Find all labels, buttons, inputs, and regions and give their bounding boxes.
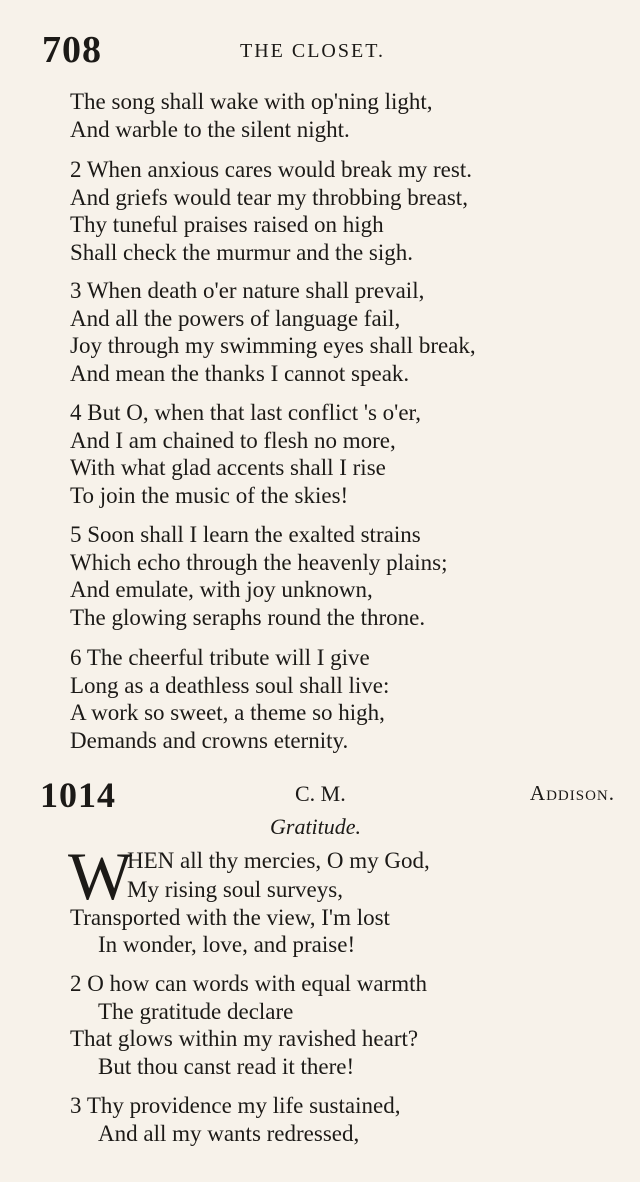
running-head: THE CLOSET.	[240, 40, 385, 62]
verse-line: And warble to the silent night.	[70, 116, 350, 142]
verse-line: And emulate, with joy unknown,	[70, 577, 373, 602]
verse-line: 2 O how can words with equal warmth	[70, 971, 428, 996]
stanza-1014-1	[70, 876, 630, 959]
verse-line: The gratitude declare	[98, 998, 294, 1024]
verse-line: Transported with the view, I'm lost	[70, 904, 390, 930]
hymn-number: 1014	[40, 775, 116, 815]
verse-line: In wonder, love, and praise!	[98, 932, 356, 957]
stanza-1014-2	[70, 970, 630, 1080]
stanza-1014-3	[70, 1092, 630, 1147]
verse-line: With what glad accents shall I rise	[70, 455, 386, 480]
verse-line: 3 When death o'er nature shall prevail,	[70, 278, 425, 303]
verse-line: Long as a deathless soul shall live:	[70, 672, 390, 698]
verse-line: And all my wants redressed,	[98, 1120, 360, 1146]
verse-line: The glowing seraphs round the throne.	[70, 604, 426, 630]
hymn-author: Addison.	[529, 781, 615, 805]
verse-line: The song shall wake with op'ning light,	[70, 89, 433, 114]
verse-line: And I am chained to flesh no more,	[70, 427, 396, 453]
stanza-4	[70, 399, 630, 509]
verse-line: And mean the thanks I cannot speak.	[70, 360, 410, 386]
verse-line: Shall check the murmur and the sigh.	[70, 239, 414, 265]
page-number: 708	[42, 29, 102, 71]
hymn-meter: C. M.	[295, 781, 346, 806]
verse-line: My rising soul surveys,	[127, 877, 343, 902]
verse-line: 2 When anxious cares would break my rest.	[70, 157, 472, 182]
verse-line: 5 Soon shall I learn the exalted strains	[70, 522, 421, 547]
verse-line: Thy tuneful praises raised on high	[70, 212, 384, 237]
verse-line: That glows within my ravished heart?	[70, 1026, 419, 1051]
page-header	[40, 28, 600, 72]
verse-line: Which echo through the heavenly plains;	[70, 549, 448, 575]
verse-line: HEN all thy mercies, O my God,	[127, 848, 430, 873]
verse-line: To join the music of the skies!	[70, 482, 349, 508]
stanza-continued	[70, 88, 630, 143]
verse-line: Demands and crowns eternity.	[70, 727, 349, 753]
verse-line: 6 The cheerful tribute will I give	[70, 645, 370, 670]
verse-line: Joy through my swimming eyes shall break,	[70, 333, 476, 358]
verse-line: And griefs would tear my throbbing breast,	[70, 184, 468, 210]
verse-line: 3 Thy providence my life sustained,	[70, 1093, 401, 1118]
stanza-6	[70, 644, 630, 754]
verse-line: 4 But O, when that last conflict 's o'er,	[70, 400, 422, 425]
verse-line: A work so sweet, a theme so high,	[70, 700, 385, 725]
hymn-title: Gratitude.	[270, 814, 362, 839]
stanza-5	[70, 521, 630, 631]
verse-line: But thou canst read it there!	[98, 1053, 355, 1079]
drop-cap: W	[68, 838, 133, 914]
stanza-3	[70, 277, 630, 387]
stanza-2	[70, 156, 630, 266]
verse-line: And all the powers of language fail,	[70, 305, 401, 331]
